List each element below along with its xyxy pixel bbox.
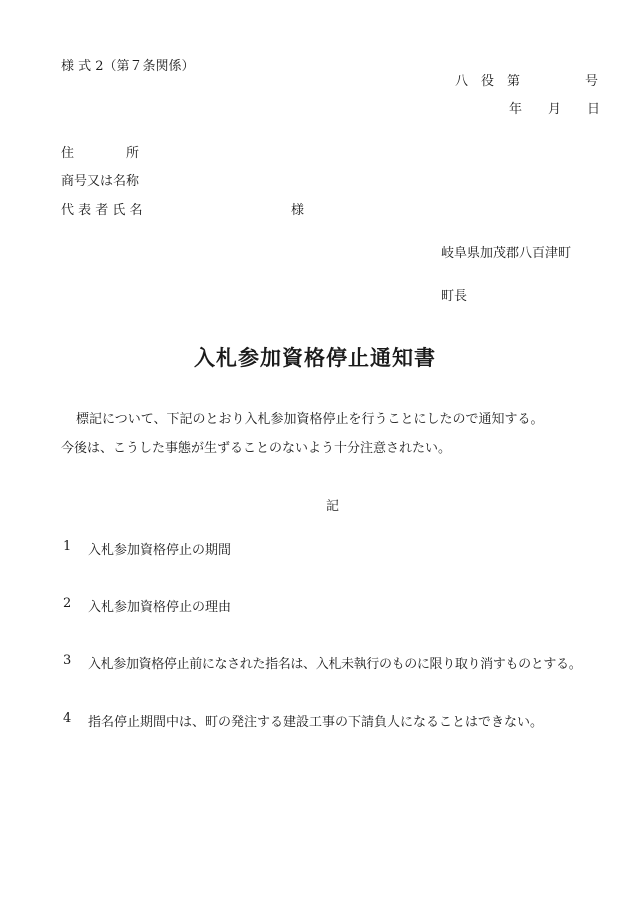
item-text: 入札参加資格停止の期間: [88, 543, 232, 558]
issuer-office: 岐阜県加茂郡八百津町: [441, 246, 572, 261]
issuer-title: 町長: [441, 289, 468, 304]
honorific: 様: [291, 203, 305, 218]
company-name-label: 商号又は名称: [61, 174, 140, 189]
address-label: 住 所: [61, 146, 140, 161]
item-number: 3: [63, 653, 72, 668]
date-line: 年 月 日: [509, 102, 601, 117]
document-title: 入札参加資格停止通知書: [194, 345, 436, 370]
item-number: 4: [63, 711, 72, 726]
form-label: 様 式 2（第７条関係）: [61, 59, 195, 74]
item-number: 1: [63, 539, 72, 554]
ki-heading: 記: [326, 499, 340, 514]
item-text: 指名停止期間中は、町の発注する建設工事の下請負人になることはできない。: [88, 715, 544, 730]
document-number: 八 役 第 号: [455, 74, 599, 89]
body-line-2: 今後は、こうした事態が生ずることのないよう十分注意されたい。: [61, 441, 452, 456]
body-line-1: 標記について、下記のとおり入札参加資格停止を行うことにしたので通知する。: [76, 412, 544, 427]
item-text: 入札参加資格停止前になされた指名は、入札未執行のものに限り取り消すものとする。: [88, 657, 582, 672]
item-text: 入札参加資格停止の理由: [88, 600, 232, 615]
representative-label: 代 表 者 氏 名: [61, 203, 143, 218]
item-number: 2: [63, 596, 72, 611]
